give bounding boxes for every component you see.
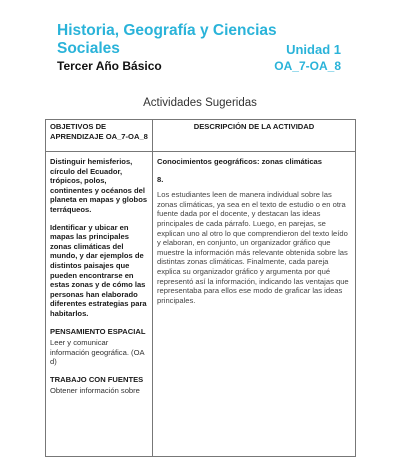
activity-number: 8.	[157, 174, 164, 184]
skill-heading: PENSAMIENTO ESPACIAL	[50, 326, 146, 336]
unit-label: Unidad 1	[286, 42, 341, 57]
col2-header: DESCRIPCIÓN DE LA ACTIVIDAD	[153, 120, 356, 152]
activity-description: Los estudiantes leen de manera individual sobre las zonas climáticas, ya sea en el texto de estudio o en otra fuente dada por el docente, y destacan las ideas principales de cada párrafo. Luego, en parejas, se explican uno al otro lo que comprendieron del texto leído y elaboran, en conjunto, un organizador gráfico que muestre la información más relevante obtenida sobre las distintas zonas climáticas. Finalmente, cada pareja explica su organizador gráfico y argumenta por qué representó así la información, indicando las ventajas que representaba para ellos ese modo de graficar las ideas principales.	[157, 190, 349, 305]
skill-text: Leer y comunicar información geográfica. (OA d)	[50, 338, 145, 367]
skill-heading: TRABAJO CON FUENTES	[50, 374, 144, 384]
table-header-row	[46, 120, 356, 152]
activities-table	[45, 119, 356, 457]
learning-goal: Distinguir hemisferios, círculo del Ecuador, trópicos, polos, continentes y océanos del planeta en mapas y globos terráqueos.	[50, 157, 148, 214]
learning-goal: Identificar y ubicar en mapas las principales zonas climáticas del mundo, y dar ejemplos de distintos paisajes que pueden encontrarse en estas zonas y de cómo las personas han elaborado diferentes estrategias para habitarlos.	[50, 222, 147, 318]
skill-text: Obtener información sobre	[50, 386, 140, 396]
oa-range-label: OA_7-OA_8	[274, 59, 341, 73]
section-title: Actividades Sugeridas	[143, 97, 257, 109]
table-row	[46, 152, 356, 457]
activity-title: Conocimientos geográficos: zonas climáticas	[157, 157, 322, 166]
document-title: Historia, Geografía y Ciencias Sociales	[57, 22, 277, 57]
col1-header: OBJETIVOS DE APRENDIZAJE OA_7-OA_8	[46, 120, 153, 152]
activity-cell	[153, 152, 356, 457]
grade-label: Tercer Año Básico	[57, 59, 162, 73]
objectives-cell	[46, 152, 153, 457]
